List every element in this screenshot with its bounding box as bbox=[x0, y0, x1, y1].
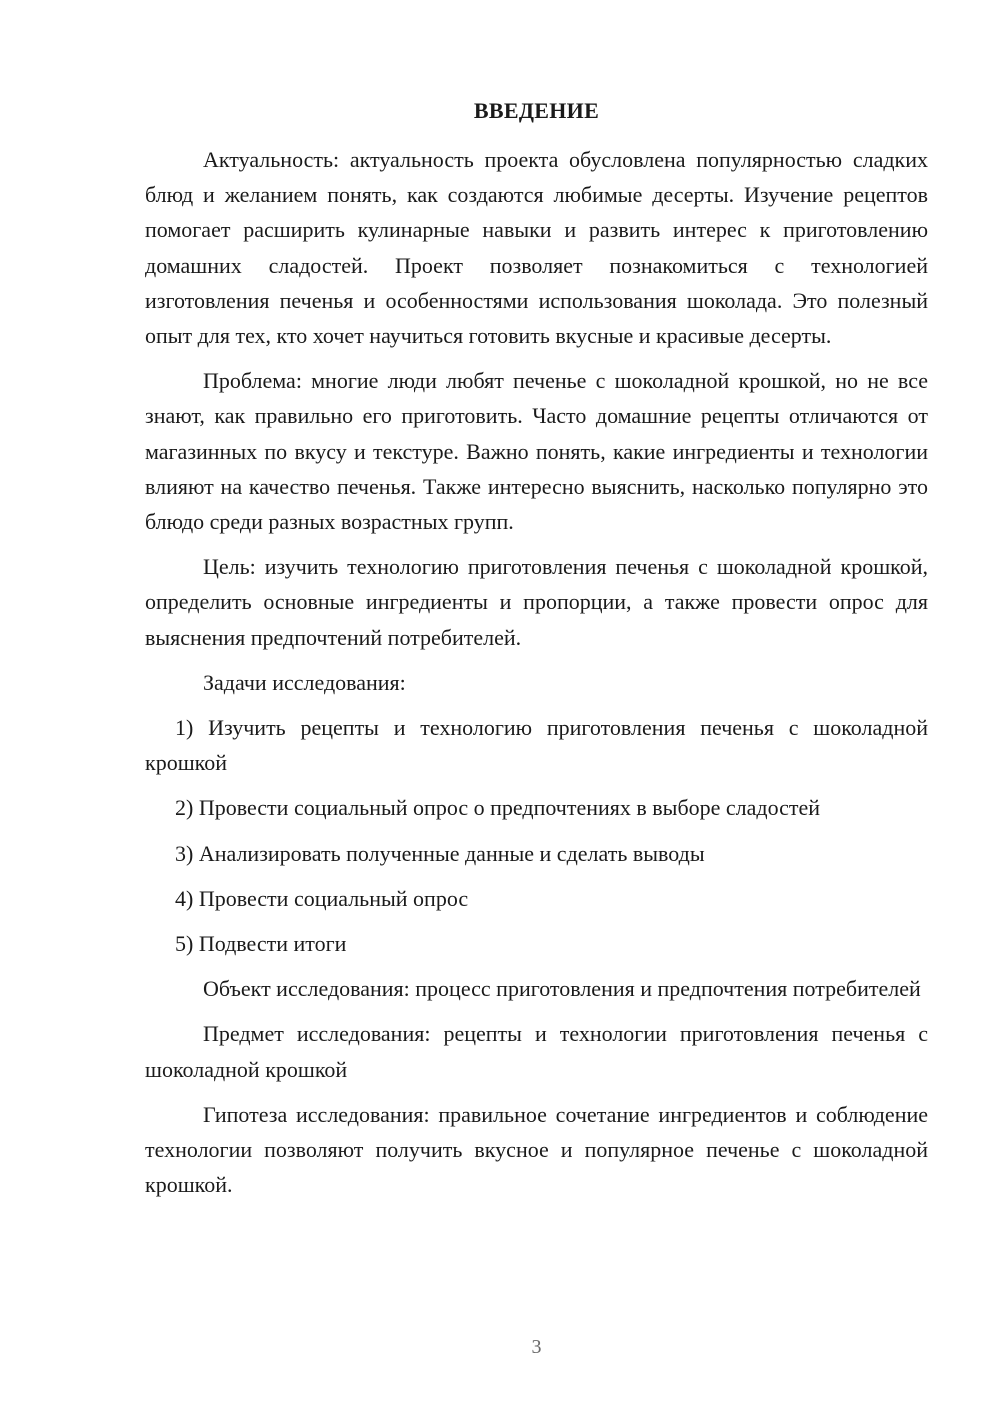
task-item-5: 5) Подвести итоги bbox=[175, 931, 347, 957]
page-number: 3 bbox=[531, 1336, 542, 1358]
page-title: ВВЕДЕНИЕ bbox=[473, 98, 600, 123]
hypothesis-paragraph: Гипотеза исследования: правильное сочетание ингредиентов и соблюдение технологии позволяют получить вкусное и популярное печенье с шоколадной крошкой. bbox=[145, 1101, 928, 1198]
task-item-1: 1) Изучить рецепты и технологию приготовления печенья с шоколадной крошкой bbox=[145, 715, 928, 776]
task-item-2: 2) Провести социальный опрос о предпочтениях в выборе сладостей bbox=[175, 795, 821, 821]
object-paragraph: Объект исследования: процесс приготовления и предпочтения потребителей bbox=[203, 976, 921, 1002]
goal-paragraph: Цель: изучить технологию приготовления печенья с шоколадной крошкой, определить основные ингредиенты и пропорции, а также провести опрос для выяснения предпочтений потребителей. bbox=[145, 554, 928, 650]
task-item-4: 4) Провести социальный опрос bbox=[175, 885, 469, 911]
relevance-paragraph: Актуальность: актуальность проекта обусловлена популярностью сладких блюд и желанием понять, как создаются любимые десерты. Изучение рецептов помогает расширить кулинарные навыки и развить интерес к приготовлению домашних сладостей. Проект позволяет познакомиться с технологией изготовления печенья и особенностями использования шоколада. Это полезный опыт для тех, кто хочет научиться готовить вкусные и красивые десерты. bbox=[145, 147, 928, 349]
problem-paragraph: Проблема: многие люди любят печенье с шоколадной крошкой, но не все знают, как правильно его приготовить. Часто домашние рецепты отличаются от магазинных по вкусу и текстуре. Важно понять, какие ингредиенты и технологии влияют на качество печенья. Также интересно выяснить, насколько популярно это блюдо среди разных возрастных групп. bbox=[145, 368, 928, 535]
task-item-3: 3) Анализировать полученные данные и сделать выводы bbox=[175, 840, 705, 866]
document-body bbox=[145, 142, 928, 1202]
subject-paragraph: Предмет исследования: рецепты и технологии приготовления печенья с шоколадной крошкой bbox=[145, 1021, 928, 1082]
tasks-title: Задачи исследования: bbox=[203, 669, 406, 695]
